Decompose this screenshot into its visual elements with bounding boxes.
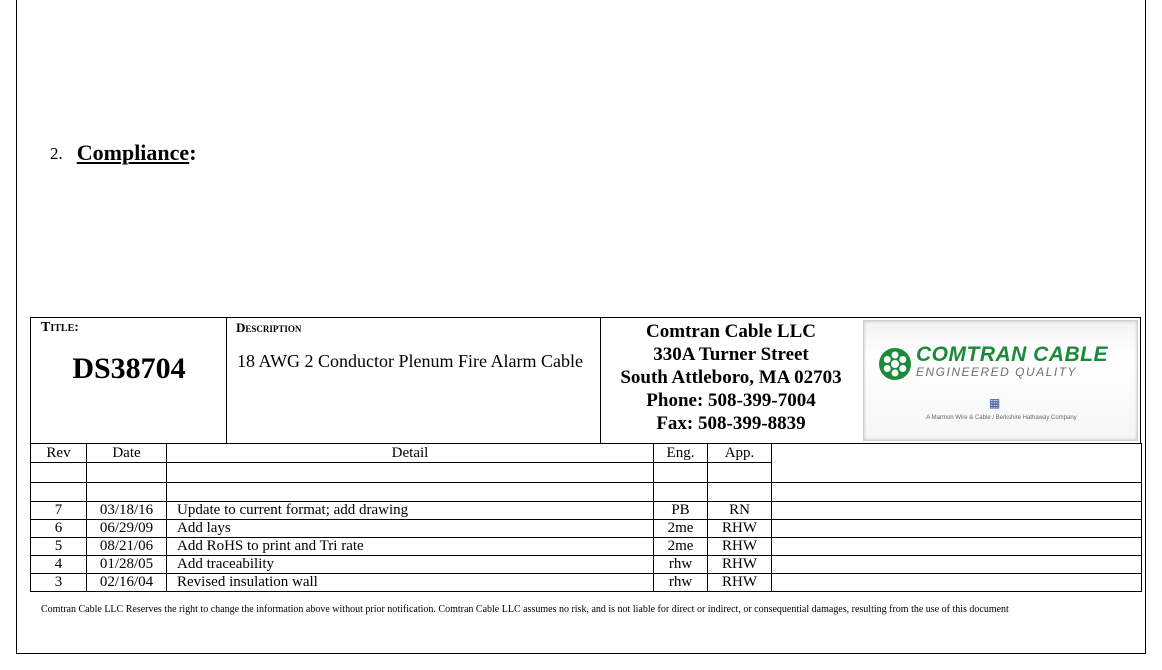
eng-header: Eng. — [654, 444, 708, 463]
section-title: Compliance — [76, 140, 190, 165]
detail-cell: Add lays — [167, 520, 654, 538]
table-row — [31, 502, 1142, 520]
section-colon: : — [189, 140, 197, 165]
revision-header-row — [31, 444, 1142, 463]
app-cell: RHW — [708, 556, 772, 574]
detail-cell: Revised insulation wall — [167, 574, 654, 592]
header-spacer — [772, 444, 1142, 463]
app-cell: RHW — [708, 520, 772, 538]
description-label: Description — [236, 320, 302, 335]
section-number: 2. — [50, 144, 63, 163]
document-number: DS38704 — [72, 352, 186, 385]
title-block — [30, 317, 1141, 444]
description-cell — [227, 318, 601, 443]
rev-header: Rev — [31, 444, 87, 463]
disclaimer-footer: Comtran Cable LLC Reserves the right to change the information above without prior notification. Comtran Cable LLC assumes no risk, and is not liable for direct or indirect, or consequential damages, resulting from the use of this document — [41, 604, 1009, 615]
date-header: Date — [87, 444, 167, 463]
blank-row — [31, 483, 1142, 502]
company-address-cell — [601, 318, 861, 443]
detail-cell: Update to current format; add drawing — [167, 502, 654, 520]
date-cell: 03/18/16 — [87, 502, 167, 520]
parent-company-icon: ▦ — [989, 396, 1001, 410]
title-label: Title: — [41, 320, 79, 335]
eng-cell: 2me — [654, 538, 708, 556]
company-address — [601, 320, 861, 435]
rev-cell: 6 — [31, 520, 87, 538]
table-row — [31, 520, 1142, 538]
eng-cell: PB — [654, 502, 708, 520]
detail-cell: Add traceability — [167, 556, 654, 574]
table-row — [31, 538, 1142, 556]
logo-subtext: A Marmon Wire & Cable / Berkshire Hathaway Company — [926, 415, 1077, 421]
company-city: South Attleboro, MA 02703 — [620, 367, 842, 388]
app-header: App. — [708, 444, 772, 463]
revision-table — [30, 443, 1142, 592]
rev-cell: 4 — [31, 556, 87, 574]
date-cell: 01/28/05 — [87, 556, 167, 574]
logo-tagline: ENGINEERED QUALITY — [916, 365, 1078, 379]
company-fax: Fax: 508-399-8839 — [656, 413, 806, 434]
table-row — [31, 556, 1142, 574]
eng-cell: rhw — [654, 556, 708, 574]
rev-cell: 7 — [31, 502, 87, 520]
eng-cell: 2me — [654, 520, 708, 538]
section-heading — [50, 140, 197, 166]
cable-reel-icon — [878, 347, 912, 381]
table-row — [31, 574, 1142, 592]
logo-cell — [861, 318, 1140, 443]
detail-cell: Add RoHS to print and Tri rate — [167, 538, 654, 556]
app-cell: RHW — [708, 574, 772, 592]
rev-cell: 3 — [31, 574, 87, 592]
company-phone: Phone: 508-399-7004 — [646, 390, 816, 411]
app-cell: RHW — [708, 538, 772, 556]
description-text: 18 AWG 2 Conductor Plenum Fire Alarm Cable — [237, 351, 584, 371]
logo-wordmark: COMTRAN CABLE — [916, 343, 1108, 366]
company-street: 330A Turner Street — [653, 344, 809, 365]
date-cell: 06/29/09 — [87, 520, 167, 538]
blank-row — [31, 463, 1142, 483]
date-cell: 02/16/04 — [87, 574, 167, 592]
eng-cell: rhw — [654, 574, 708, 592]
title-cell — [31, 318, 227, 443]
company-logo — [863, 320, 1138, 441]
date-cell: 08/21/06 — [87, 538, 167, 556]
detail-header: Detail — [167, 444, 654, 463]
app-cell: RN — [708, 502, 772, 520]
rev-cell: 5 — [31, 538, 87, 556]
company-name: Comtran Cable LLC — [646, 321, 816, 342]
